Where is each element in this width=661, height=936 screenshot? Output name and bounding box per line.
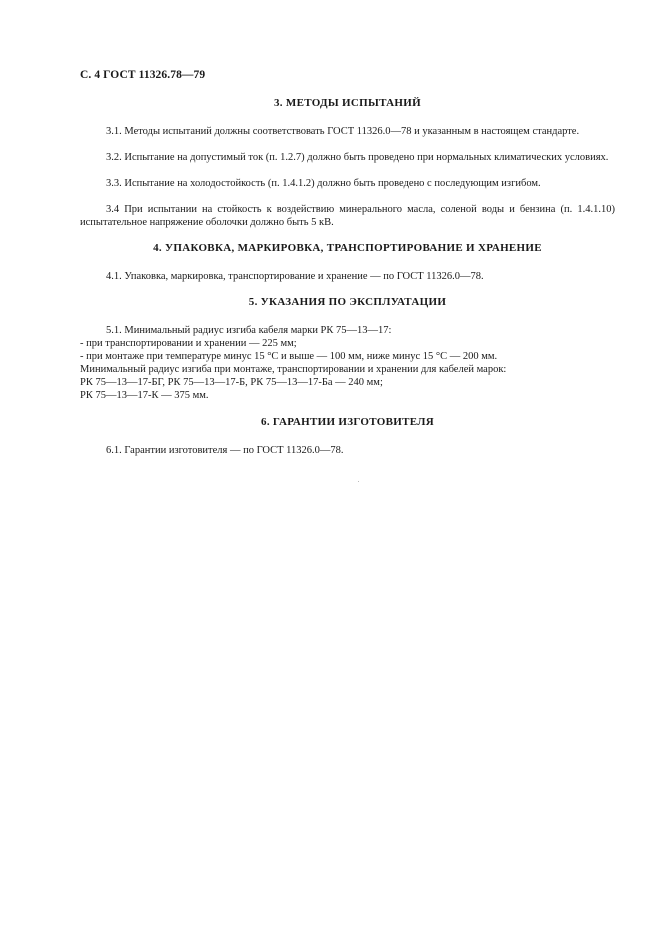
text-line-brands-1: РК 75—13—17-БГ, РК 75—13—17-Б, РК 75—13—17-Ба — 240 мм; xyxy=(80,377,383,388)
section-6-title: 6. ГАРАНТИИ ИЗГОТОВИТЕЛЯ xyxy=(261,416,434,428)
paragraph-3-4 xyxy=(80,203,615,229)
text-line-brands-2: РК 75—13—17-К — 375 мм. xyxy=(80,390,209,401)
paragraph-6-1: 6.1. Гарантии изготовителя — по ГОСТ 11326.0—78. xyxy=(106,445,344,456)
section-5-title: 5. УКАЗАНИЯ ПО ЭКСПЛУАТАЦИИ xyxy=(248,296,447,308)
section-4-title: 4. УПАКОВКА, МАРКИРОВКА, ТРАНСПОРТИРОВАНИЕ И ХРАНЕНИЕ xyxy=(153,242,542,254)
paragraph-3-2 xyxy=(80,151,615,164)
paragraph-4-1: 4.1. Упаковка, маркировка, транспортирование и хранение — по ГОСТ 11326.0—78. xyxy=(106,271,484,282)
paragraph-3-1-text: 3.1. Методы испытаний должны соответствовать ГОСТ 11326.0—78 и указанным в настоящем стандарте. xyxy=(106,126,580,137)
list-item-transport: - при транспортировании и хранении — 225 мм; xyxy=(80,338,297,349)
paragraph-3-1 xyxy=(80,125,615,138)
text-line-radius: Минимальный радиус изгиба при монтаже, транспортировании и хранении для кабелей марок: xyxy=(80,364,507,375)
scan-speck xyxy=(358,481,359,482)
paragraph-3-4-text: 3.4 При испытании на стойкость к воздействию минерального масла, соленой воды и бензина (п. 1.4.1.10) испытательное напряжение оболочки должно быть 5 кВ. xyxy=(80,204,615,228)
list-item-mounting: - при монтаже при температуре минус 15 °С и выше — 100 мм, ниже минус 15 °С — 200 мм. xyxy=(80,351,498,362)
paragraph-3-3-text: 3.3. Испытание на холодостойкость (п. 1.4.1.2) должно быть проведено с последующим изгибом. xyxy=(106,178,541,189)
paragraph-3-2-text: 3.2. Испытание на допустимый ток (п. 1.2.7) должно быть проведено при нормальных климатических условиях. xyxy=(106,152,609,163)
paragraph-3-3 xyxy=(80,177,615,190)
paragraph-5-1: 5.1. Минимальный радиус изгиба кабеля марки РК 75—13—17: xyxy=(106,325,392,336)
page-header: С. 4 ГОСТ 11326.78—79 xyxy=(80,69,206,81)
section-3-title: 3. МЕТОДЫ ИСПЫТАНИЙ xyxy=(274,97,421,109)
